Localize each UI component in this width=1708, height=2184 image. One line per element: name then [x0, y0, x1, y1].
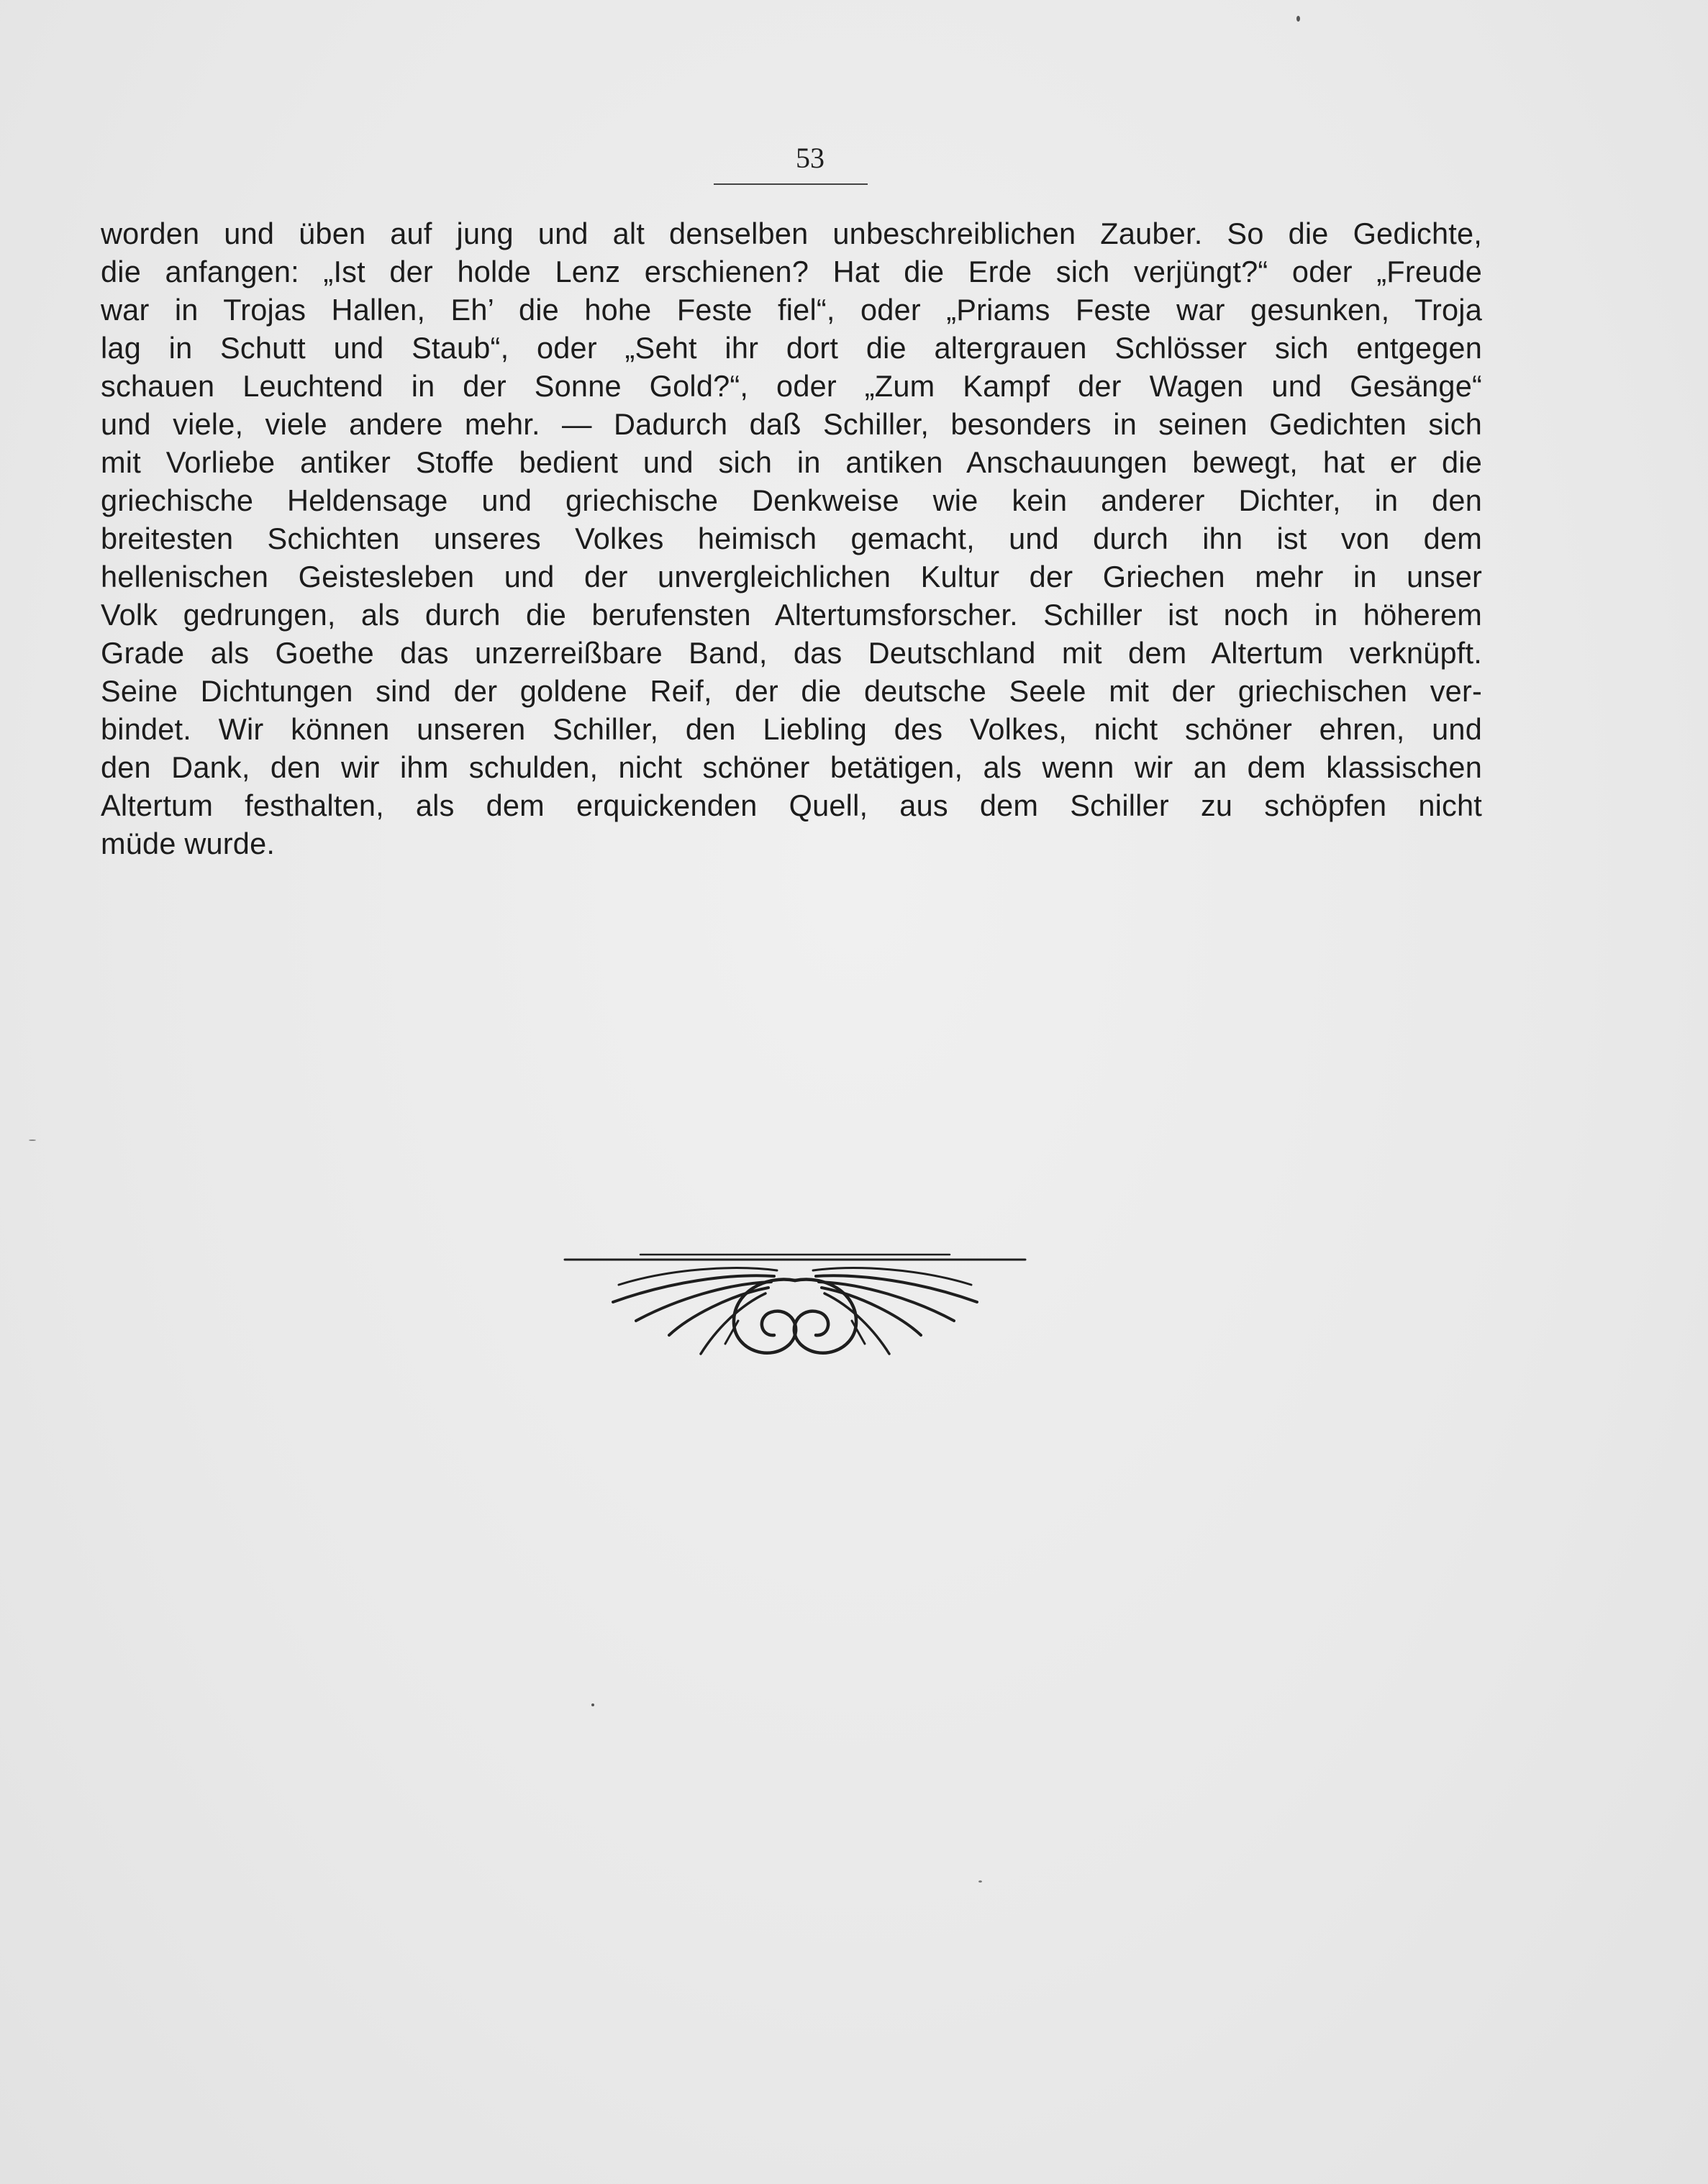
text-line: den Dank, den wir ihm schulden, nicht schöner betätigen, als wenn wir an dem klassischen: [101, 750, 1482, 784]
text-line: griechische Heldensage und griechische Denkweise wie kein anderer Dichter, in den: [101, 483, 1482, 517]
text-line: hellenischen Geistesleben und der unvergleichlichen Kultur der Griechen mehr in unser: [101, 560, 1482, 593]
text-line: lag in Schutt und Staub“, oder „Seht ihr dort die altergrauen Schlösser sich entgegen: [101, 331, 1482, 365]
text-line: war in Trojas Hallen, Eh’ die hohe Feste fiel“, oder „Priams Feste war gesunken, Troja: [101, 293, 1482, 327]
page-number-rule: [714, 183, 868, 185]
paper-speck: [978, 1880, 982, 1883]
paper-speck: [1296, 16, 1300, 22]
paper-speck: [591, 1703, 594, 1706]
text-line: Seine Dichtungen sind der goldene Reif, der die deutsche Seele mit der griechischen ver-: [101, 674, 1482, 708]
scroll-flourish-icon: [561, 1236, 1029, 1365]
text-line: müde wurde.: [101, 827, 276, 860]
body-paragraph: [101, 214, 1482, 863]
text-line: die anfangen: „Ist der holde Lenz erschienen? Hat die Erde sich verjüngt?“ oder „Freude: [101, 255, 1482, 288]
text-line: schauen Leuchtend in der Sonne Gold?“, oder „Zum Kampf der Wagen und Gesänge“: [101, 369, 1482, 403]
text-line: Volk gedrungen, als durch die berufensten Altertumsforscher. Schiller ist noch in höherem: [101, 598, 1482, 632]
text-line: bindet. Wir können unseren Schiller, den Liebling des Volkes, nicht schöner ehren, und: [101, 712, 1482, 746]
text-line: und viele, viele andere mehr. — Dadurch daß Schiller, besonders in seinen Gedichten sich: [101, 407, 1482, 441]
text-line: mit Vorliebe antiker Stoffe bedient und sich in antiken Anschauungen bewegt, hat er die: [101, 445, 1482, 479]
text-line: worden und üben auf jung und alt denselben unbeschreiblichen Zauber. So die Gedichte,: [101, 217, 1482, 250]
page-number: 53: [796, 142, 825, 174]
text-line: breitesten Schichten unseres Volkes heimisch gemacht, und durch ihn ist von dem: [101, 522, 1482, 555]
text-line: Altertum festhalten, als dem erquickenden Quell, aus dem Schiller zu schöpfen nicht: [101, 788, 1482, 822]
text-line: Grade als Goethe das unzerreißbare Band, das Deutschland mit dem Altertum verknüpft.: [101, 636, 1482, 670]
paper-speck: [29, 1139, 36, 1141]
